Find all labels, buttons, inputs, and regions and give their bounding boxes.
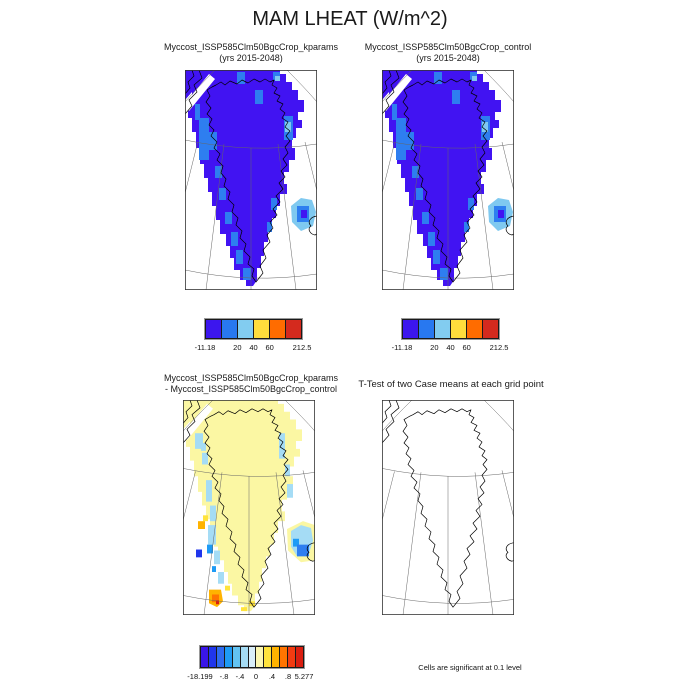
map-bottom-right-ttest (382, 400, 514, 615)
colorbar-cell (434, 319, 451, 339)
page-title: MAM LHEAT (W/m^2) (252, 8, 448, 30)
panel-title-bottom-left (151, 373, 351, 394)
colorbar-tick-label: -.8 (219, 672, 229, 681)
colorbar-tick-label: -11.18 (391, 343, 413, 352)
colorbar-top-left (194, 318, 312, 352)
colorbar-cell (402, 319, 419, 339)
colorbar-tick-label: 212.5 (489, 343, 509, 352)
colorbar-cell (221, 319, 238, 339)
colorbar-top-right (391, 318, 509, 352)
colorbar-cell (253, 319, 270, 339)
colorbar-tick-label: 212.5 (292, 343, 312, 352)
diff-deepblue-spot (196, 550, 202, 558)
map-top-right-control (382, 70, 514, 290)
colorbar-tick-label: -18.199 (187, 672, 213, 681)
colorbar-cell (450, 319, 467, 339)
colorbar-bottom-left (187, 645, 314, 681)
colorbar-tick-label: 40 (249, 343, 258, 352)
significance-note: Cells are significant at 0.1 level (418, 663, 522, 672)
colorbar-tick-label: 20 (430, 343, 439, 352)
colorbar-tick-label: 20 (233, 343, 242, 352)
panel-title-bottom-right (348, 380, 554, 391)
colorbar-cell (237, 319, 254, 339)
colorbar-cell (285, 319, 302, 339)
colorbar-tick-label: .8 (284, 672, 292, 681)
panel-title-top-left-line2: (yrs 2015-2048) (219, 52, 283, 63)
panel-title-top-right-line2: (yrs 2015-2048) (416, 52, 480, 63)
panel-title-top-left-line1: Myccost_ISSP585Clm50BgcCrop_kparams (163, 42, 339, 52)
panel-title-bottom-left-line2: - Myccost_ISSP585Clm50BgcCrop_control (164, 383, 338, 394)
colorbar-cell (269, 319, 286, 339)
colorbar-tick-label: -.4 (235, 672, 245, 681)
panel-title-top-right-line1: Myccost_ISSP585Clm50BgcCrop_control (364, 42, 532, 52)
colorbar-cell (418, 319, 435, 339)
map-top-left-kparams (185, 70, 317, 290)
map-bottom-left-difference (183, 400, 315, 615)
ttest-title: T-Test of two Case means at each grid point (358, 379, 544, 390)
colorbar-tick-label: 60 (265, 343, 274, 352)
colorbar-cell (466, 319, 483, 339)
colorbar-tick-label: 40 (446, 343, 455, 352)
colorbar-tick-label: 60 (462, 343, 471, 352)
colorbar-tick-label: -11.18 (194, 343, 216, 352)
colorbar-cell (205, 319, 222, 339)
panel-title-top-right (348, 42, 548, 63)
colorbar-cell (295, 646, 304, 668)
colorbar-tick-label: 0 (253, 672, 259, 681)
colorbar-tick-label: .4 (268, 672, 276, 681)
panel-title-bottom-left-line1: Myccost_ISSP585Clm50BgcCrop_kparams (163, 373, 339, 383)
colorbar-tick-label: 5.277 (294, 672, 314, 681)
colorbar-cell (482, 319, 499, 339)
panel-title-top-left (151, 42, 351, 63)
